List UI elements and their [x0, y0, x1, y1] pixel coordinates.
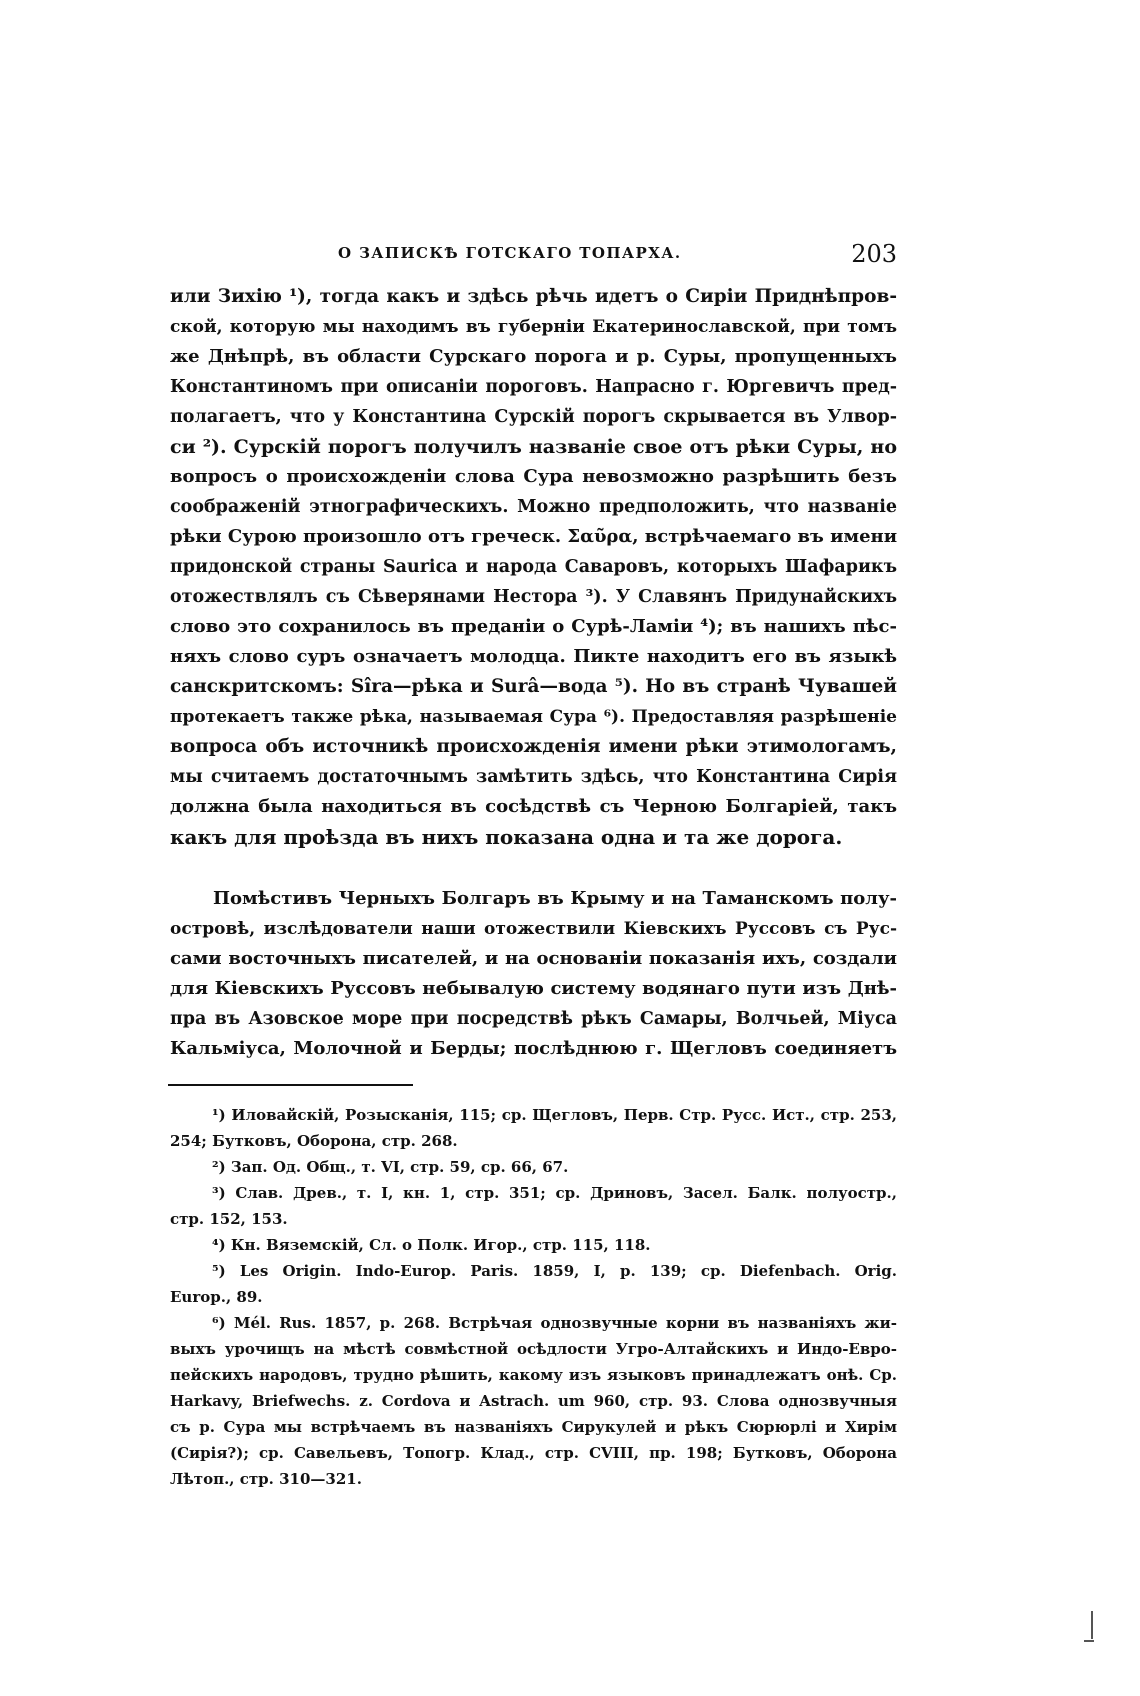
text-line: пра въ Азовское море при посредствѣ рѣкъ Самары, Волчьей, Міуса: [170, 1009, 897, 1029]
text-line: санскритскомъ: Sîra—рѣка и Surâ—вода ⁵). Но въ странѣ Чувашей: [170, 676, 897, 697]
text-line: сами восточныхъ писателей, и на основаніи показанія ихъ, создали: [170, 948, 897, 969]
footnote-line: ²) Зап. Од. Общ., т. VI, стр. 59, ср. 66, 67.: [212, 1158, 569, 1176]
footnote-line: ⁵) Les Origin. Indo-Europ. Paris. 1859, I, p. 139; ср. Diefenbach. Orig.: [212, 1262, 897, 1280]
text-line: слово это сохранилось въ преданіи о Сурѣ-Ламіи ⁴); въ нашихъ пѣс-: [170, 616, 897, 637]
footnote-line: ⁶) Mél. Rus. 1857, p. 268. Встрѣчая однозвучные корни въ названіяхъ жи-: [212, 1314, 897, 1332]
text-line: ской, которую мы находимъ въ губерніи Екатеринославской, при томъ: [170, 317, 897, 337]
footnote-line: (Сирія?); ср. Савельевъ, Топогр. Клад., стр. CVIII, пр. 198; Бутковъ, Оборона: [170, 1444, 897, 1462]
page-header: [170, 240, 897, 272]
text-line: же Днѣпрѣ, въ области Сурскаго порога и р. Суры, пропущенныхъ: [170, 346, 897, 367]
text-line: Константиномъ при описаніи пороговъ. Напрасно г. Юргевичъ пред-: [170, 377, 897, 397]
text-line: полагаетъ, что у Константина Сурскій порогъ скрывается въ Улвор-: [170, 407, 897, 427]
text-line: мы считаемъ достаточнымъ замѣтить здѣсь, что Константина Сирія: [170, 767, 897, 787]
text-line: няхъ слово суръ означаетъ молодца. Пикте находитъ его въ языкѣ: [170, 646, 897, 667]
footnote-line: выхъ урочищъ на мѣстѣ совмѣстной осѣдлости Угро-Алтайскихъ и Индо-Евро-: [170, 1340, 897, 1358]
footnote-line: ³) Слав. Древ., т. I, кн. 1, стр. 351; ср. Дриновъ, Засел. Балк. полуостр.,: [212, 1184, 897, 1202]
footnote-line: Europ., 89.: [170, 1288, 263, 1306]
text-line: соображеній этнографическихъ. Можно предположить, что названіе: [170, 497, 897, 517]
text-line: Помѣстивъ Черныхъ Болгаръ въ Крыму и на Таманскомъ полу-: [213, 888, 897, 909]
text-line: си ²). Сурскій порогъ получилъ названіе свое отъ рѣки Суры, но: [170, 436, 897, 458]
text-line: вопроса объ источникѣ происхожденія имени рѣки этимологамъ,: [170, 736, 897, 757]
footnote-rule: [168, 1084, 413, 1086]
footnote-line: ⁴) Кн. Вяземскій, Сл. о Полк. Игор., стр. 115, 118.: [212, 1236, 651, 1254]
text-line: придонской страны Saurica и народа Саваровъ, которыхъ Шафарикъ: [170, 557, 897, 577]
text-line: должна была находиться въ сосѣдствѣ съ Черною Болгаріей, такъ: [170, 796, 897, 817]
footnote-line: 254; Бутковъ, Оборона, стр. 268.: [170, 1132, 458, 1150]
footnote-line: Harkavy, Briefwechs. z. Cordova и Astrach. um 960, стр. 93. Слова однозвучныя: [170, 1392, 897, 1410]
scan-speck: [1084, 1640, 1094, 1642]
page-number: 203: [851, 240, 897, 268]
text-line: Кальміуса, Молочной и Берды; послѣднюю г. Щегловъ соединяетъ: [170, 1038, 897, 1059]
running-title: О ЗАПИСКѢ ГОТСКАГО ТОПАРХА.: [338, 244, 682, 262]
text-line: вопросъ о происхожденіи слова Сура невозможно разрѣшить безъ: [170, 466, 897, 487]
text-line: для Кіевскихъ Руссовъ небывалую систему водянаго пути изъ Днѣ-: [170, 978, 897, 999]
text-line: рѣки Сурою произошло отъ греческ. Σαῦρα, встрѣчаемаго въ имени: [170, 526, 897, 547]
footnote-line: стр. 152, 153.: [170, 1210, 288, 1228]
text-line: протекаетъ также рѣка, называемая Сура ⁶). Предоставляя разрѣшеніе: [170, 707, 897, 727]
text-line: или Зихію ¹), тогда какъ и здѣсь рѣчь идетъ о Сиріи Приднѣпров-: [170, 286, 897, 307]
footnote-line: съ р. Сура мы встрѣчаемъ въ названіяхъ Сирукулей и рѣкъ Сюрюрлі и Хирім: [170, 1418, 897, 1436]
text-line: какъ для проѣзда въ нихъ показана одна и та же дорога.: [170, 825, 843, 849]
footnote-line: Лѣтоп., стр. 310—321.: [170, 1470, 362, 1488]
scan-speck: [1091, 1611, 1093, 1639]
footnote-line: ¹) Иловайскій, Розысканія, 115; ср. Щегловъ, Перв. Стр. Русс. Ист., стр. 253,: [212, 1106, 897, 1124]
text-line: островѣ, изслѣдователи наши отожествили Кіевскихъ Руссовъ съ Рус-: [170, 919, 897, 939]
text-line: отожествлялъ съ Сѣверянами Нестора ³). У Славянъ Придунайскихъ: [170, 587, 897, 607]
footnote-line: пейскихъ народовъ, трудно рѣшить, какому изъ языковъ принадлежатъ онѣ. Ср.: [170, 1366, 897, 1384]
